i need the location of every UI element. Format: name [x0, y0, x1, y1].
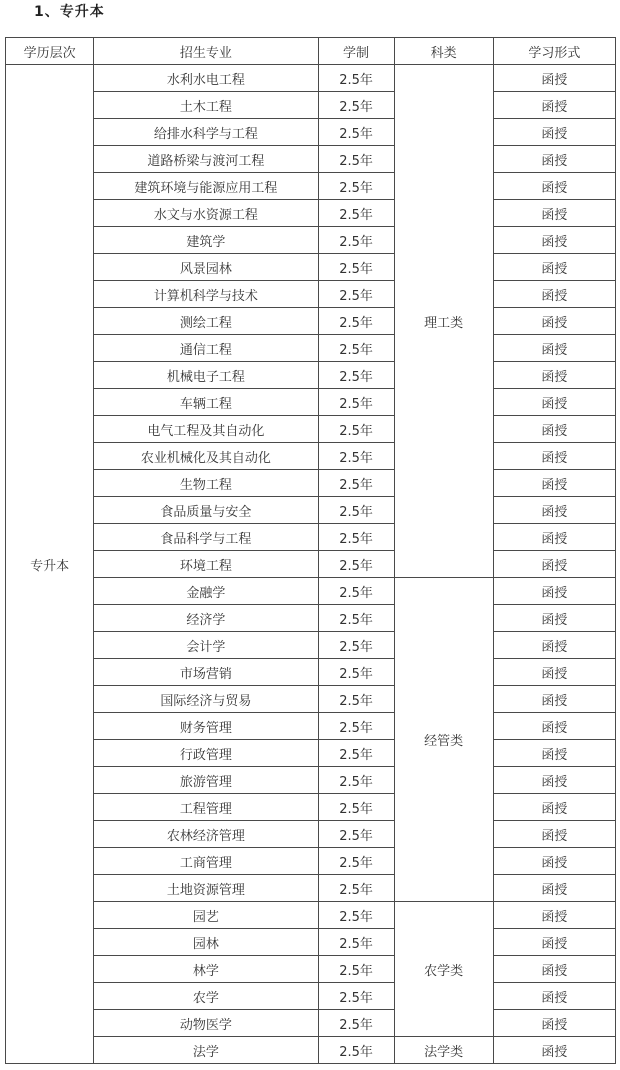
table-row — [6, 227, 616, 254]
major-cell: 农业机械化及其自动化 — [94, 443, 318, 470]
major-cell: 机械电子工程 — [94, 362, 318, 389]
study-form-cell: 函授 — [493, 659, 615, 686]
study-form-cell: 函授 — [493, 767, 615, 794]
table-row — [6, 821, 616, 848]
major-cell: 农林经济管理 — [94, 821, 318, 848]
table-row — [6, 767, 616, 794]
major-cell: 土木工程 — [94, 92, 318, 119]
table-body — [6, 65, 616, 1064]
study-form-cell: 函授 — [493, 983, 615, 1010]
duration-cell: 2.5年 — [318, 335, 394, 362]
major-cell: 旅游管理 — [94, 767, 318, 794]
table-row — [6, 416, 616, 443]
major-cell: 水利水电工程 — [94, 65, 318, 92]
duration-cell: 2.5年 — [318, 416, 394, 443]
major-cell: 土地资源管理 — [94, 875, 318, 902]
study-form-cell: 函授 — [493, 551, 615, 578]
table-row — [6, 281, 616, 308]
study-form-cell: 函授 — [493, 794, 615, 821]
major-cell: 园艺 — [94, 902, 318, 929]
study-form-cell: 函授 — [493, 281, 615, 308]
duration-cell: 2.5年 — [318, 767, 394, 794]
major-cell: 工商管理 — [94, 848, 318, 875]
table-row — [6, 632, 616, 659]
study-form-cell: 函授 — [493, 173, 615, 200]
major-cell: 财务管理 — [94, 713, 318, 740]
header-category: 科类 — [394, 38, 493, 65]
table-row — [6, 956, 616, 983]
duration-cell: 2.5年 — [318, 362, 394, 389]
duration-cell: 2.5年 — [318, 875, 394, 902]
study-form-cell: 函授 — [493, 92, 615, 119]
duration-cell: 2.5年 — [318, 173, 394, 200]
major-cell: 计算机科学与技术 — [94, 281, 318, 308]
duration-cell: 2.5年 — [318, 1010, 394, 1037]
table-row — [6, 902, 616, 929]
duration-cell: 2.5年 — [318, 740, 394, 767]
table-row — [6, 443, 616, 470]
table-row — [6, 659, 616, 686]
study-form-cell: 函授 — [493, 875, 615, 902]
header-study-form: 学习形式 — [493, 38, 615, 65]
duration-cell: 2.5年 — [318, 821, 394, 848]
header-major: 招生专业 — [94, 38, 318, 65]
duration-cell: 2.5年 — [318, 281, 394, 308]
study-form-cell: 函授 — [493, 902, 615, 929]
table-row — [6, 362, 616, 389]
study-form-cell: 函授 — [493, 497, 615, 524]
duration-cell: 2.5年 — [318, 65, 394, 92]
study-form-cell: 函授 — [493, 254, 615, 281]
study-form-cell: 函授 — [493, 389, 615, 416]
table-row — [6, 65, 616, 92]
major-cell: 园林 — [94, 929, 318, 956]
table-row — [6, 200, 616, 227]
table-row — [6, 497, 616, 524]
study-form-cell: 函授 — [493, 578, 615, 605]
duration-cell: 2.5年 — [318, 659, 394, 686]
table-row — [6, 92, 616, 119]
major-cell: 建筑环境与能源应用工程 — [94, 173, 318, 200]
duration-cell: 2.5年 — [318, 902, 394, 929]
major-cell: 国际经济与贸易 — [94, 686, 318, 713]
duration-cell: 2.5年 — [318, 713, 394, 740]
study-form-cell: 函授 — [493, 1037, 615, 1064]
study-form-cell: 函授 — [493, 848, 615, 875]
major-cell: 测绘工程 — [94, 308, 318, 335]
category-cell: 经管类 — [394, 578, 493, 902]
duration-cell: 2.5年 — [318, 200, 394, 227]
major-cell: 生物工程 — [94, 470, 318, 497]
table-row — [6, 794, 616, 821]
duration-cell: 2.5年 — [318, 956, 394, 983]
major-cell: 行政管理 — [94, 740, 318, 767]
duration-cell: 2.5年 — [318, 470, 394, 497]
major-cell: 经济学 — [94, 605, 318, 632]
table-row — [6, 578, 616, 605]
table-row — [6, 983, 616, 1010]
duration-cell: 2.5年 — [318, 389, 394, 416]
study-form-cell: 函授 — [493, 821, 615, 848]
table-row — [6, 551, 616, 578]
duration-cell: 2.5年 — [318, 254, 394, 281]
header-level: 学历层次 — [6, 38, 94, 65]
major-cell: 水文与水资源工程 — [94, 200, 318, 227]
major-cell: 市场营销 — [94, 659, 318, 686]
study-form-cell: 函授 — [493, 362, 615, 389]
duration-cell: 2.5年 — [318, 497, 394, 524]
category-cell: 农学类 — [394, 902, 493, 1037]
major-cell: 法学 — [94, 1037, 318, 1064]
major-cell: 林学 — [94, 956, 318, 983]
major-cell: 金融学 — [94, 578, 318, 605]
table-row — [6, 119, 616, 146]
duration-cell: 2.5年 — [318, 119, 394, 146]
major-cell: 电气工程及其自动化 — [94, 416, 318, 443]
major-cell: 工程管理 — [94, 794, 318, 821]
level-cell: 专升本 — [6, 65, 94, 1064]
major-cell: 给排水科学与工程 — [94, 119, 318, 146]
study-form-cell: 函授 — [493, 470, 615, 497]
duration-cell: 2.5年 — [318, 146, 394, 173]
study-form-cell: 函授 — [493, 227, 615, 254]
major-cell: 建筑学 — [94, 227, 318, 254]
duration-cell: 2.5年 — [318, 848, 394, 875]
duration-cell: 2.5年 — [318, 92, 394, 119]
major-cell: 环境工程 — [94, 551, 318, 578]
study-form-cell: 函授 — [493, 146, 615, 173]
table-row — [6, 335, 616, 362]
table-row — [6, 470, 616, 497]
table-row — [6, 146, 616, 173]
table-row — [6, 254, 616, 281]
duration-cell: 2.5年 — [318, 794, 394, 821]
table-row — [6, 1037, 616, 1064]
major-cell: 食品质量与安全 — [94, 497, 318, 524]
duration-cell: 2.5年 — [318, 632, 394, 659]
table-row — [6, 848, 616, 875]
table-row — [6, 1010, 616, 1037]
major-cell: 车辆工程 — [94, 389, 318, 416]
duration-cell: 2.5年 — [318, 551, 394, 578]
table-header-row — [6, 38, 616, 65]
duration-cell: 2.5年 — [318, 578, 394, 605]
study-form-cell: 函授 — [493, 740, 615, 767]
study-form-cell: 函授 — [493, 119, 615, 146]
duration-cell: 2.5年 — [318, 983, 394, 1010]
duration-cell: 2.5年 — [318, 605, 394, 632]
table-row — [6, 929, 616, 956]
table-row — [6, 740, 616, 767]
study-form-cell: 函授 — [493, 200, 615, 227]
study-form-cell: 函授 — [493, 929, 615, 956]
header-duration: 学制 — [318, 38, 394, 65]
duration-cell: 2.5年 — [318, 686, 394, 713]
table-row — [6, 686, 616, 713]
major-cell: 动物医学 — [94, 1010, 318, 1037]
table-row — [6, 173, 616, 200]
major-cell: 风景园林 — [94, 254, 318, 281]
study-form-cell: 函授 — [493, 443, 615, 470]
duration-cell: 2.5年 — [318, 443, 394, 470]
major-cell: 道路桥梁与渡河工程 — [94, 146, 318, 173]
duration-cell: 2.5年 — [318, 524, 394, 551]
table-row — [6, 524, 616, 551]
study-form-cell: 函授 — [493, 686, 615, 713]
duration-cell: 2.5年 — [318, 1037, 394, 1064]
major-cell: 食品科学与工程 — [94, 524, 318, 551]
study-form-cell: 函授 — [493, 308, 615, 335]
study-form-cell: 函授 — [493, 956, 615, 983]
study-form-cell: 函授 — [493, 65, 615, 92]
table-row — [6, 389, 616, 416]
category-cell: 法学类 — [394, 1037, 493, 1064]
duration-cell: 2.5年 — [318, 227, 394, 254]
study-form-cell: 函授 — [493, 713, 615, 740]
section-title: 1、专升本 — [34, 4, 105, 20]
major-cell: 会计学 — [94, 632, 318, 659]
major-cell: 通信工程 — [94, 335, 318, 362]
duration-cell: 2.5年 — [318, 929, 394, 956]
study-form-cell: 函授 — [493, 632, 615, 659]
study-form-cell: 函授 — [493, 1010, 615, 1037]
study-form-cell: 函授 — [493, 605, 615, 632]
category-cell: 理工类 — [394, 65, 493, 578]
table-row — [6, 713, 616, 740]
study-form-cell: 函授 — [493, 335, 615, 362]
study-form-cell: 函授 — [493, 524, 615, 551]
major-cell: 农学 — [94, 983, 318, 1010]
study-form-cell: 函授 — [493, 416, 615, 443]
table-row — [6, 308, 616, 335]
table-row — [6, 875, 616, 902]
table-row — [6, 605, 616, 632]
enrollment-table — [5, 37, 616, 1064]
duration-cell: 2.5年 — [318, 308, 394, 335]
